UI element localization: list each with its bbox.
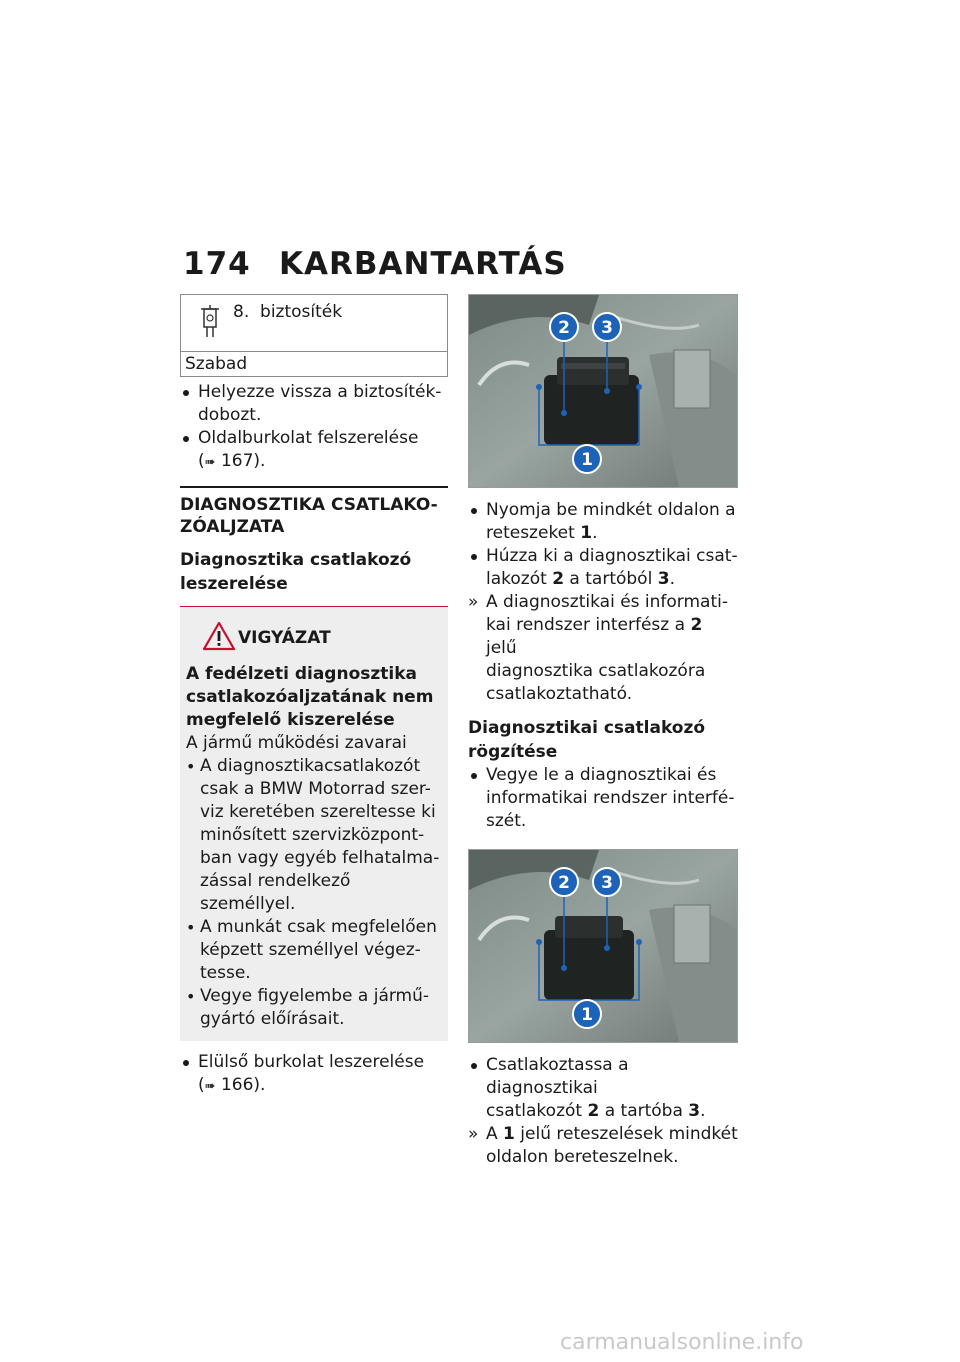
step-text: informatikai rendszer interfé- [486,788,735,808]
subsection-title [468,716,738,764]
list-item [468,764,738,833]
bullet-icon [471,508,477,514]
subsection-title-line: leszerelése [180,574,288,594]
subsection-title-line: Diagnosztikai csatlakozó [468,718,706,738]
warning-item-line: csak a BMW Motorrad szer- [200,779,431,799]
fuse-number: 8. [233,302,250,322]
callout-ref: 2 [587,1101,600,1121]
right-column [468,294,738,1169]
section-divider [180,486,448,488]
text-span: A [486,1124,504,1144]
bullet-icon: • [186,757,196,776]
list-item [468,545,738,591]
warning-consequence: A jármű működési zavarai [186,733,407,753]
text-span: . [669,569,675,589]
section-title-line: DIAGNOSZTIKA CSATLAKO- [180,495,438,515]
callout-ref: 3 [657,569,670,589]
text-span: reteszeket [486,523,581,543]
bullet-icon [183,436,189,442]
step-text: A diagnosztikai és informati- [486,592,728,612]
bullet-icon: • [186,987,196,1006]
subsection-title-line: Diagnosztika csatlakozó [180,550,412,570]
callout-ref: 1 [503,1124,515,1144]
result-item [468,1123,738,1169]
watermark[interactable]: carmanualsonline.info [560,1330,804,1355]
warning-title [186,663,442,732]
reference-page: 167). [220,451,266,471]
list-item [180,427,448,474]
warning-item-line: zással rendelkező személlyel. [200,871,351,914]
list-item [180,381,448,427]
warning-item-line: ban vagy egyéb felhatalma- [200,848,440,868]
step-text [486,1123,738,1146]
step-text: csatlakoztatható. [486,684,633,704]
bullet-icon: • [186,918,196,937]
warning-triangle-icon [202,621,236,651]
text-span: a tartóból [564,569,658,589]
step-text: oldalon bereteszelnek. [486,1147,679,1167]
text-span: jelű [486,638,517,658]
warning-item-line: viz keretében szereltesse ki [200,802,436,822]
subsection-title-line: rögzítése [468,742,558,762]
warning-header [186,619,442,663]
step-text [486,568,738,591]
reference-page: 166). [220,1075,266,1095]
warning-item-line: tesse. [200,963,251,983]
warning-title-line: A fedélzeti diagnosztika [186,664,417,684]
list-item [468,1054,738,1123]
text-span: a tartóba [599,1101,689,1121]
list-item [468,499,738,545]
step-text: szét. [486,811,527,831]
bullet-icon [471,1063,477,1069]
warning-item [186,755,442,916]
page-reference: (➠ 166). [198,1075,266,1095]
section-title-line: ZÓALJZATA [180,517,285,537]
callout-label: 3 [601,318,613,338]
page-header [183,246,567,282]
callout-ref: 1 [580,523,593,543]
callout-ref: 3 [688,1101,701,1121]
fuse-label: biztosíték [260,302,343,322]
warning-item-line: képzett személlyel végez- [200,940,421,960]
warning-item-line: minősített szervizközpont- [200,825,425,845]
connector-photo-removed [468,294,738,488]
step-text [486,1100,738,1123]
bullet-icon [183,1060,189,1066]
warning-title-line: megfelelő kiszerelése [186,710,395,730]
callout-label: 3 [601,873,613,893]
warning-item-line: Vegye figyelembe a jármű- [200,986,430,1006]
warning-item-line: A diagnosztikacsatlakozót [200,756,421,776]
arrow-right-icon: ➠ [204,1079,216,1094]
callout-label: 1 [581,1005,593,1025]
step-text: Vegye le a diagnosztikai és [486,765,717,785]
text-span: . [700,1101,706,1121]
callout-ref: 2 [552,569,565,589]
section-title [180,494,448,538]
page-title: KARBANTARTÁS [279,246,567,282]
warning-box [180,606,448,1041]
warning-item [186,916,442,985]
connector-photo-installed [468,849,738,1043]
callout-ref: 2 [690,615,703,635]
step-text [486,522,738,545]
step-text: diagnosztika csatlakozóra [486,661,706,681]
warning-item-line: gyártó előírásait. [200,1009,345,1029]
step-text [486,614,738,660]
callout-label: 2 [558,318,570,338]
warning-item [186,985,442,1031]
fuse-icon [199,305,221,339]
step-text: Helyezze vissza a biztosíték- [198,382,442,402]
step-text: dobozt. [198,405,262,425]
result-marker: » [468,592,479,612]
warning-label: VIGYÁZAT [238,628,331,648]
list-item [180,1051,448,1098]
step-text: Oldalburkolat felszerelése [198,428,419,448]
callout-label: 1 [581,450,593,470]
result-item [468,591,738,706]
fuse-table-header [181,295,447,352]
bullet-icon [183,390,189,396]
step-text: Elülső burkolat leszerelése [198,1052,425,1072]
subsection-title [180,548,448,596]
fuse-table [180,294,448,377]
arrow-right-icon: ➠ [204,455,216,470]
left-column [180,294,448,1098]
warning-title-line: csatlakozóaljzatának nem [186,687,434,707]
step-text: Nyomja be mindkét oldalon a [486,500,736,520]
text-span: lakozót [486,569,553,589]
fuse-value: Szabad [185,354,248,374]
text-span: jelű reteszelések mindkét [514,1124,738,1144]
page-reference: (➠ 167). [198,451,266,471]
page-number: 174 [183,246,251,282]
text-span: kai rendszer interfész a [486,615,691,635]
step-text: Csatlakoztassa a diagnosztikai [486,1055,629,1098]
text-span: csatlakozót [486,1101,588,1121]
callout-label: 2 [558,873,570,893]
result-marker: » [468,1124,479,1144]
text-span: . [592,523,598,543]
bullet-icon [471,554,477,560]
step-text: Húzza ki a diagnosztikai csat- [486,546,738,566]
bullet-icon [471,773,477,779]
warning-item-line: A munkát csak megfelelően [200,917,437,937]
